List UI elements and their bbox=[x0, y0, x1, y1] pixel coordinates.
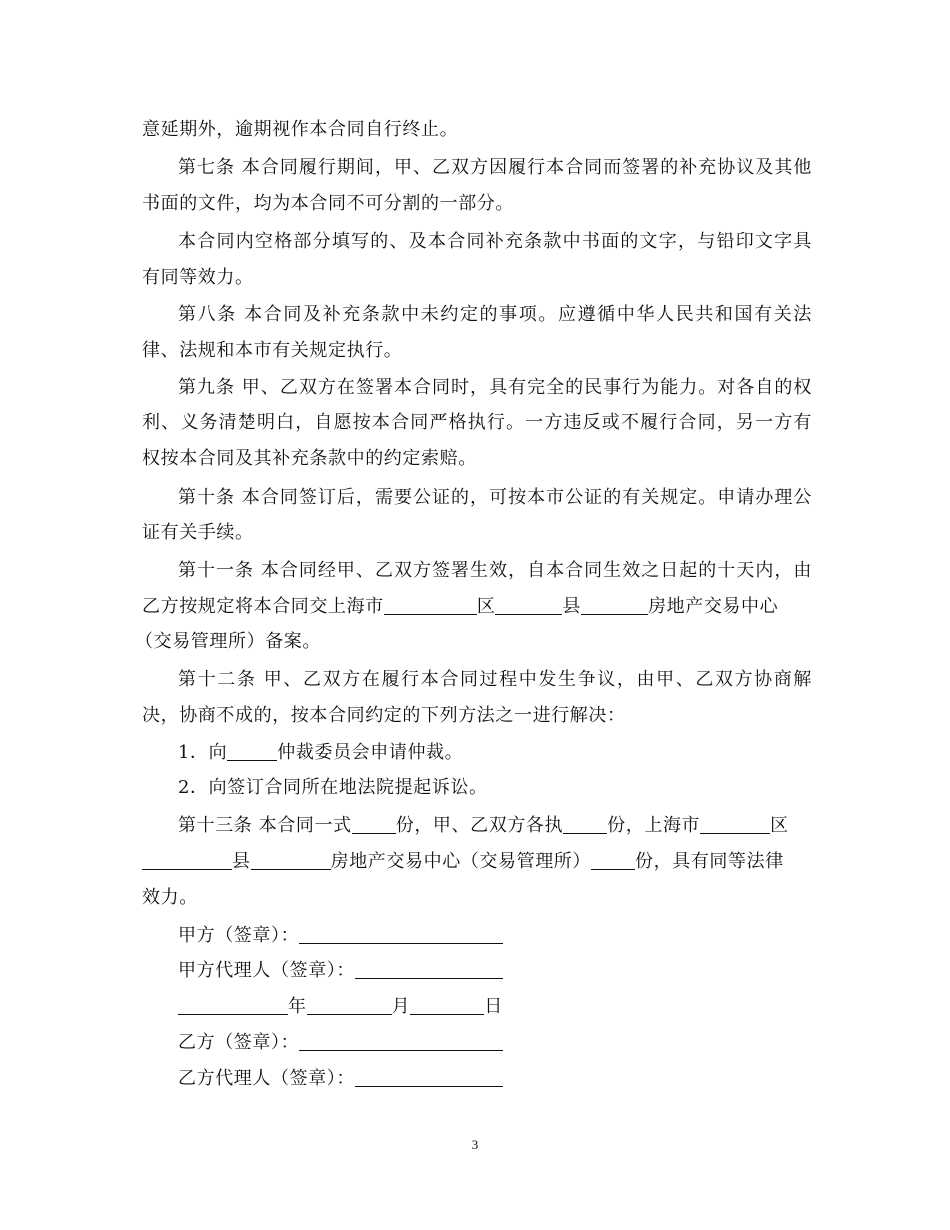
party-a-signature-blank[interactable] bbox=[299, 925, 503, 944]
copies-text-5: 县 bbox=[232, 851, 251, 872]
filing-text-4: 房地产交易中心 bbox=[648, 596, 779, 617]
signing-date-line bbox=[178, 995, 848, 1019]
blank-fill-clause-line-1: 本合同内空格部分填写的、及本合同补充条款中书面的文字，与铅印文字具 bbox=[178, 231, 812, 252]
article-8-line-1: 第八条 本合同及补充条款中未约定的事项。应遵循中华人民共和国有关法 bbox=[178, 304, 812, 325]
party-b-agent-signature-blank[interactable] bbox=[355, 1068, 503, 1087]
article-8-line-2: 律、法规和本市有关规定执行。 bbox=[142, 340, 403, 361]
center-blank bbox=[581, 596, 648, 615]
page-number: 3 bbox=[471, 1137, 479, 1152]
article-9-line-2: 利、义务清楚明白，自愿按本合同严格执行。一方违反或不履行合同，另一方有 bbox=[142, 412, 812, 433]
article-7-line-2: 书面的文件，均为本合同不可分割的一部分。 bbox=[142, 193, 514, 214]
article-13-line-3: 效力。 bbox=[142, 887, 198, 908]
article-10-line-1: 第十条 本合同签订后，需要公证的，可按本市公证的有关规定。申请办理公 bbox=[178, 487, 812, 508]
option-1-text-1: 1．向 bbox=[178, 742, 228, 763]
article-13-line-2 bbox=[142, 850, 812, 874]
option-1-text-2: 仲裁委员会申请仲裁。 bbox=[277, 742, 464, 763]
copies-text-6: 房地产交易中心（交易管理所） bbox=[330, 851, 592, 872]
day-label: 日 bbox=[484, 996, 503, 1017]
option-1-line bbox=[178, 741, 848, 765]
article-9-line-1: 第九条 甲、乙双方在签署本合同时，具有完全的民事行为能力。对各自的权 bbox=[178, 377, 812, 398]
party-b-signature-line bbox=[178, 1031, 848, 1055]
article-11-line-1: 第十一条 本合同经甲、乙双方签署生效，自本合同生效之日起的十天内，由 bbox=[178, 560, 812, 581]
arbitration-committee-blank bbox=[227, 742, 277, 761]
year-label: 年 bbox=[288, 996, 307, 1017]
party-a-agent-signature-blank[interactable] bbox=[355, 960, 503, 979]
each-party-copies-blank bbox=[563, 815, 607, 834]
copies-district-blank bbox=[700, 815, 770, 834]
county-blank bbox=[495, 596, 562, 615]
copies-text-3: 份，上海市 bbox=[607, 815, 701, 836]
filing-text-2: 区 bbox=[476, 596, 496, 617]
party-a-agent-label: 甲方代理人（签章）： bbox=[178, 960, 355, 981]
copies-district-name-blank bbox=[142, 851, 232, 870]
blank-fill-clause-line-2: 有同等效力。 bbox=[142, 267, 254, 288]
party-b-signature-blank[interactable] bbox=[299, 1032, 503, 1051]
month-blank[interactable] bbox=[307, 996, 392, 1015]
article-7-line-1: 第七条 本合同履行期间，甲、乙双方因履行本合同而签署的补充协议及其他 bbox=[178, 157, 812, 178]
filing-text-1: 乙方按规定将本合同交上海市 bbox=[142, 596, 384, 617]
copies-text-4: 区 bbox=[770, 815, 789, 836]
total-copies-blank bbox=[352, 815, 396, 834]
year-blank[interactable] bbox=[178, 996, 288, 1015]
copies-county-blank bbox=[251, 851, 331, 870]
filing-text-3: 县 bbox=[562, 596, 582, 617]
copies-text-2: 份，甲、乙双方各执 bbox=[395, 815, 564, 836]
party-a-label: 甲方（签章）： bbox=[178, 925, 300, 946]
article-12-line-1: 第十二条 甲、乙双方在履行本合同过程中发生争议，由甲、乙双方协商解 bbox=[178, 669, 812, 690]
party-b-agent-signature-line bbox=[178, 1067, 848, 1091]
option-2-line: 2．向签订合同所在地法院提起诉讼。 bbox=[178, 777, 488, 798]
article-13-line-1 bbox=[178, 814, 848, 838]
article-9-line-3: 权按本合同及其补充条款中的约定索赔。 bbox=[142, 448, 477, 469]
party-b-agent-label: 乙方代理人（签章）： bbox=[178, 1068, 355, 1089]
month-label: 月 bbox=[391, 996, 411, 1017]
party-a-signature-line bbox=[178, 924, 848, 948]
center-copies-blank bbox=[591, 851, 635, 870]
day-blank[interactable] bbox=[410, 996, 484, 1015]
paragraph-line: 意延期外，逾期视作本合同自行终止。 bbox=[142, 119, 459, 140]
copies-text-1: 第十三条 本合同一式 bbox=[178, 815, 352, 836]
article-11-line-2 bbox=[142, 595, 812, 619]
article-10-line-2: 证有关手续。 bbox=[142, 522, 254, 543]
party-a-agent-signature-line bbox=[178, 959, 848, 983]
district-blank bbox=[384, 596, 477, 615]
party-b-label: 乙方（签章）： bbox=[178, 1032, 300, 1053]
copies-text-7: 份，具有同等法律 bbox=[635, 851, 784, 872]
article-12-line-2: 决，协商不成的，按本合同约定的下列方法之一进行解决： bbox=[142, 705, 626, 726]
article-11-line-3: （交易管理所）备案。 bbox=[135, 631, 321, 652]
